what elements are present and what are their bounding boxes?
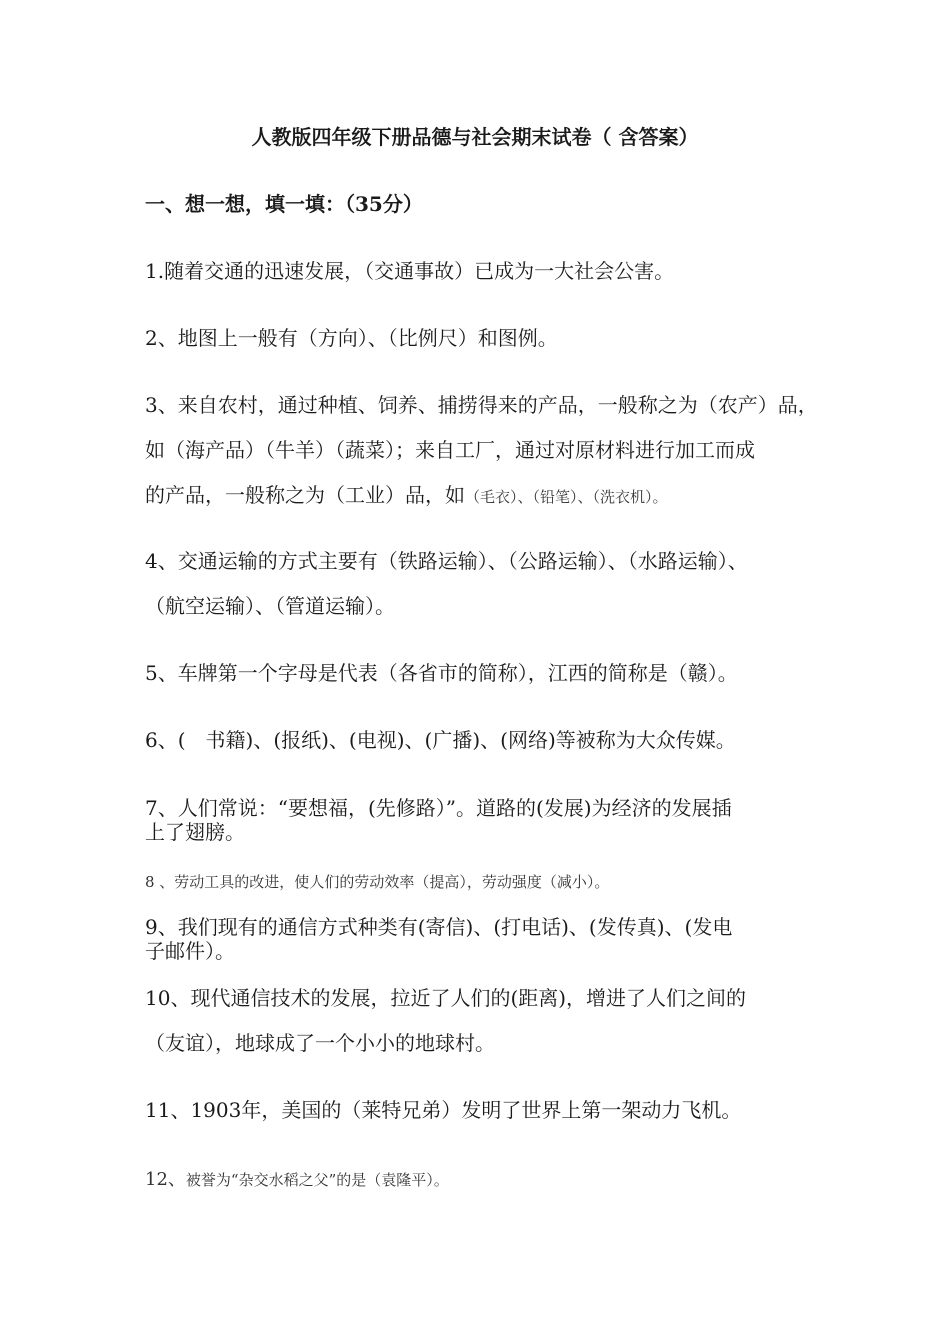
question-9-line-1: 9、我们现有的通信方式种类有(寄信)、(打电话)、(发传真)、(发电 [145,915,733,939]
question-11: 11、1903年，美国的（莱特兄弟）发明了世界上第一架动力飞机。 [145,1098,742,1122]
question-7-line-1: 7、人们常说：“要想福，(先修路）”。道路的(发展)为经济的发展插 [145,796,732,820]
section-heading: 一、想一想，填一填：（35分） [145,192,423,216]
question-3-line-3 [145,483,668,509]
question-10-line-2: （友谊），地球成了一个小小的地球村。 [145,1031,495,1055]
question-2: 2、地图上一般有（方向）、（比例尺）和图例。 [145,326,558,350]
question-4-line-2: （航空运输）、（管道运输）。 [145,594,395,618]
question-10-line-1: 10、现代通信技术的发展，拉近了人们的(距离)，增进了人们之间的 [145,986,747,1010]
question-3-line-3-small: （毛衣）、（铅笔）、（洗衣机）。 [465,488,668,506]
question-9-line-2: 子邮件）。 [145,939,235,963]
question-3-line-3-main: 的产品，一般称之为（工业）品，如 [145,483,465,507]
question-12-text: 被誉为“杂交水稻之父”的是（袁隆平）。 [185,1171,449,1189]
question-1: 1.随着交通的迅速发展，（交通事故）已成为一大社会公害。 [145,259,675,283]
question-5: 5、车牌第一个字母是代表（各省市的简称），江西的简称是（赣）。 [145,661,738,685]
document-title: 人教版四年级下册品德与社会期末试卷（ 含答案） [251,125,699,149]
question-8: 8 、劳动工具的改进，使人们的劳动效率（提高），劳动强度（减小）。 [145,873,610,891]
question-12-number: 12、 [145,1169,186,1190]
question-6: 6、( 书籍)、(报纸)、(电视)、(广播)、(网络)等被称为大众传媒。 [145,728,736,752]
question-4-line-1: 4、交通运输的方式主要有（铁路运输）、（公路运输）、（水路运输）、 [145,549,748,573]
question-3-line-1: 3、来自农村，通过种植、饲养、捕捞得来的产品，一般称之为（农产）品， [145,393,818,417]
question-7-line-2: 上了翅膀。 [145,820,245,844]
question-3-line-2: 如（海产品）（牛羊）（蔬菜）；来自工厂，通过对原材料进行加工而成 [145,438,755,462]
question-12 [145,1166,449,1192]
